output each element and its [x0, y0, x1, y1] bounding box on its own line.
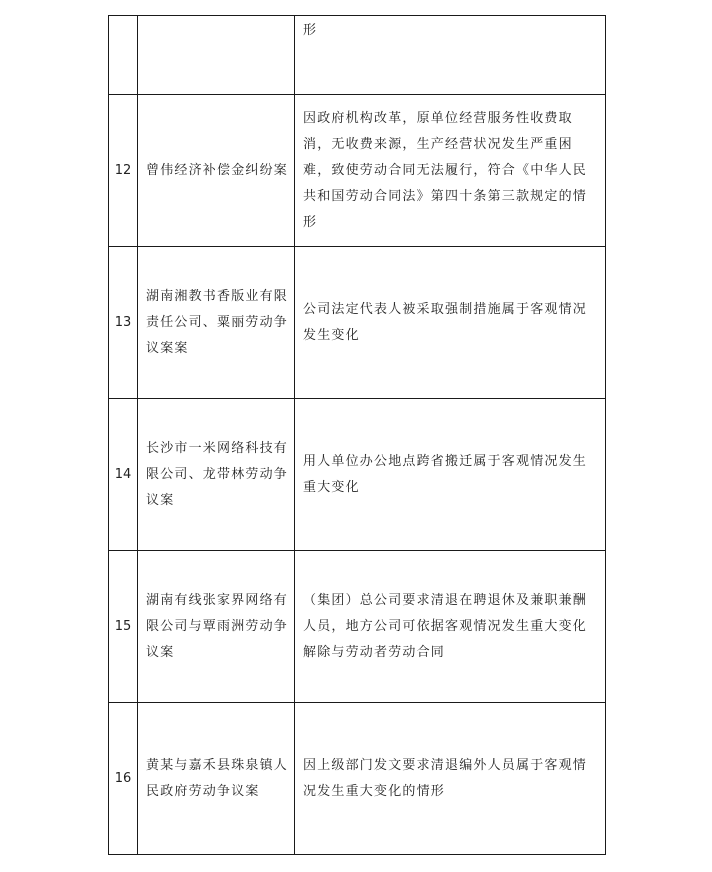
row-number: 15: [109, 551, 138, 703]
case-reason: 因上级部门发文要求清退编外人员属于客观情况发生重大变化的情形: [295, 703, 606, 855]
table-row: [109, 399, 606, 551]
case-reason: 用人单位办公地点跨省搬迁属于客观情况发生重大变化: [295, 399, 606, 551]
case-reason: 因政府机构改革，原单位经营服务性收费取消，无收费来源，生产经营状况发生严重困难，致使劳动合同无法履行，符合《中华人民共和国劳动合同法》第四十条第三款规定的情形: [295, 95, 606, 247]
row-number: 13: [109, 247, 138, 399]
case-reason: 公司法定代表人被采取强制措施属于客观情况发生变化: [295, 247, 606, 399]
cases-table: [108, 15, 606, 855]
row-number: 14: [109, 399, 138, 551]
table-row: [109, 95, 606, 247]
table-row: [109, 551, 606, 703]
case-reason: 形: [295, 16, 606, 95]
row-number: 16: [109, 703, 138, 855]
table-row: [109, 703, 606, 855]
case-name: 曾伟经济补偿金纠纷案: [138, 95, 295, 247]
case-name: 黄某与嘉禾县珠泉镇人民政府劳动争议案: [138, 703, 295, 855]
case-name: 长沙市一米网络科技有限公司、龙带林劳动争议案: [138, 399, 295, 551]
case-reason: （集团）总公司要求清退在聘退休及兼职兼酬人员，地方公司可依据客观情况发生重大变化解除与劳动者劳动合同: [295, 551, 606, 703]
table-row: [109, 247, 606, 399]
row-number: 12: [109, 95, 138, 247]
row-number: [109, 16, 138, 95]
table-row: [109, 16, 606, 95]
case-name: 湖南有线张家界网络有限公司与覃雨洲劳动争议案: [138, 551, 295, 703]
case-name: [138, 16, 295, 95]
case-name: 湖南湘教书香版业有限责任公司、粟丽劳动争议案案: [138, 247, 295, 399]
